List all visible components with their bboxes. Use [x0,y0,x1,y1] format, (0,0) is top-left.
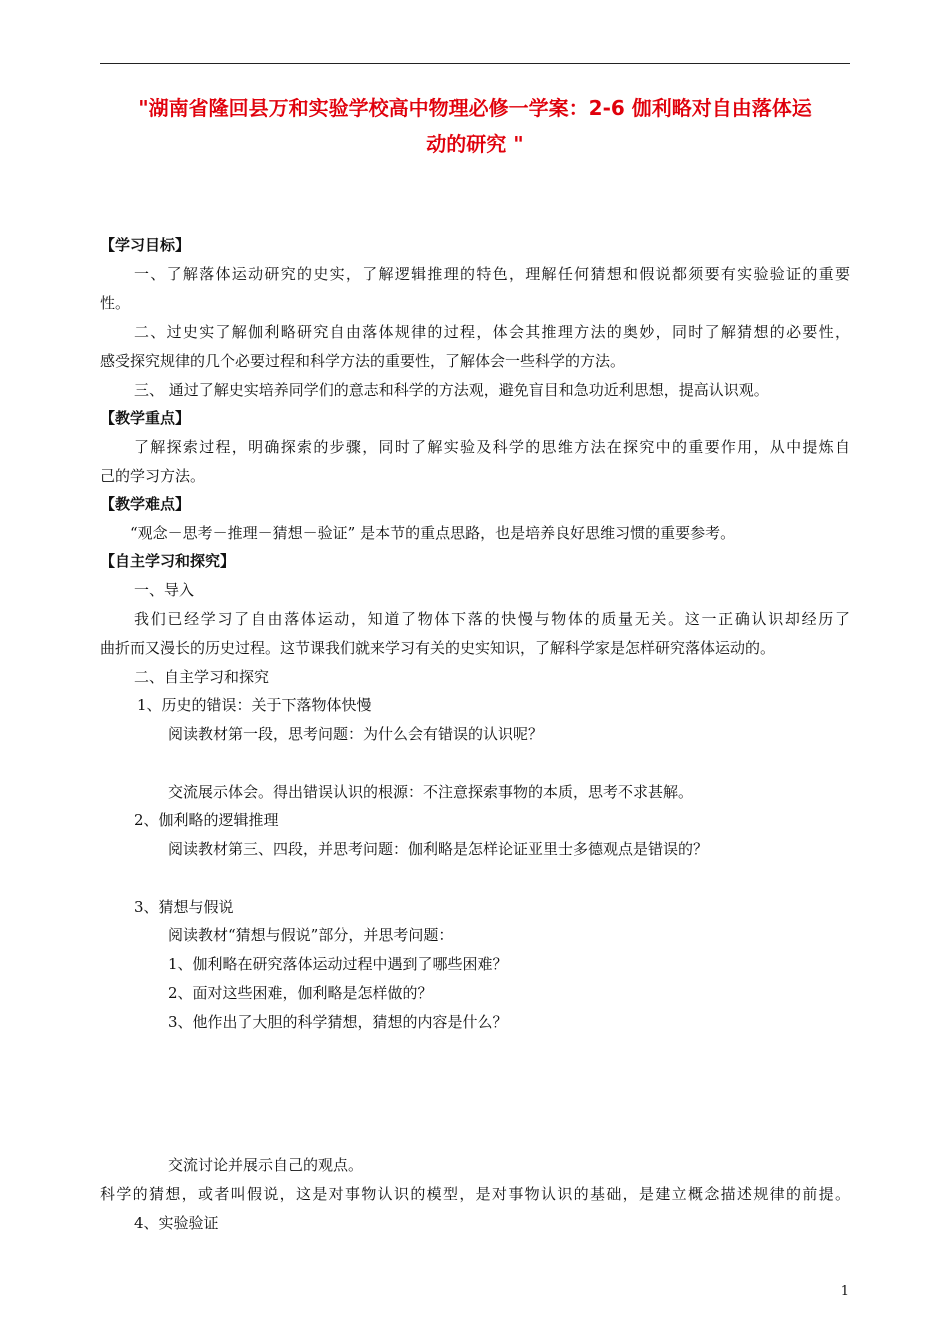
goal-3: 三、 通过了解史实培养同学们的意志和科学的方法观，避免盲目和急功近利思想，提高认识观。 [134,381,769,399]
title-line-1: "湖南省隆回县万和实验学校高中物理必修一学案：2-6 伽利略对自由落体运 [138,96,812,120]
explore-heading: 二、自主学习和探究 [134,668,270,686]
item-2-question: 阅读教材第三、四段，并思考问题：伽利略是怎样论证亚里士多德观点是错误的？ [168,840,709,858]
title-line-2: 动的研究 " [426,132,524,156]
item-3-question-2: 2、面对这些困难，伽利略是怎样做的？ [168,984,433,1002]
item-1-question: 阅读教材第一段，思考问题：为什么会有错误的认识呢？ [168,725,544,743]
goals-heading: 【学习目标】 [100,236,191,254]
difficulty-text: “观念－思考－推理－猜想－验证” 是本节的重点思路，也是培养良好思维习惯的重要参考。 [130,524,736,542]
item-4-heading: 4、实验验证 [134,1214,219,1232]
self-study-heading: 【自主学习和探究】 [100,552,236,570]
key-points-heading: 【教学重点】 [100,409,191,427]
item-1-heading: 1、历史的错误：关于下落物体快慢 [137,696,372,714]
item-1-share: 交流展示体会。得出错误认识的根源：不注意探索事物的本质，思考不求甚解。 [168,783,694,801]
key-points-line-1: 了解探索过程，明确探索的步骤，同时了解实验及科学的思维方法在探究中的重要作用，从中提炼自 [134,438,850,456]
intro-line-2: 曲折而又漫长的历史过程。这节课我们就来学习有关的史实知识，了解科学家是怎样研究落体运动的。 [100,639,776,657]
intro-heading: 一、导入 [134,581,195,599]
page-number: 1 [840,1284,849,1299]
goal-1-line-1: 一、了解落体运动研究的史实，了解逻辑推理的特色，理解任何猜想和假说都须要有实验验证的重要 [134,265,850,283]
goal-2-line-1: 二、过史实了解伽利略研究自由落体规律的过程，体会其推理方法的奥妙，同时了解猜想的必要性， [134,323,850,341]
goal-2-line-2: 感受探究规律的几个必要过程和科学方法的重要性，了解体会一些科学的方法。 [100,352,626,370]
document-title [100,90,850,162]
item-3-heading: 3、猜想与假说 [134,898,234,916]
item-2-heading: 2、伽利略的逻辑推理 [134,811,279,829]
key-points-line-2: 己的学习方法。 [100,467,206,485]
hypothesis-text: 科学的猜想，或者叫假说，这是对事物认识的模型，是对事物认识的基础，是建立概念描述规律的前提。 [100,1185,850,1203]
item-3-share: 交流讨论并展示自己的观点。 [168,1156,364,1174]
difficulty-heading: 【教学难点】 [100,495,191,513]
item-3-question-3: 3、他作出了大胆的科学猜想，猜想的内容是什么？ [168,1013,508,1031]
header-rule [100,63,850,64]
goal-1-line-2: 性。 [100,294,131,312]
item-3-question: 阅读教材“猜想与假说”部分，并思考问题： [168,926,454,944]
intro-line-1: 我们已经学习了自由落体运动，知道了物体下落的快慢与物体的质量无关。这一正确认识却经历了 [134,610,850,628]
item-3-question-1: 1、伽利略在研究落体运动过程中遇到了哪些困难？ [168,955,508,973]
